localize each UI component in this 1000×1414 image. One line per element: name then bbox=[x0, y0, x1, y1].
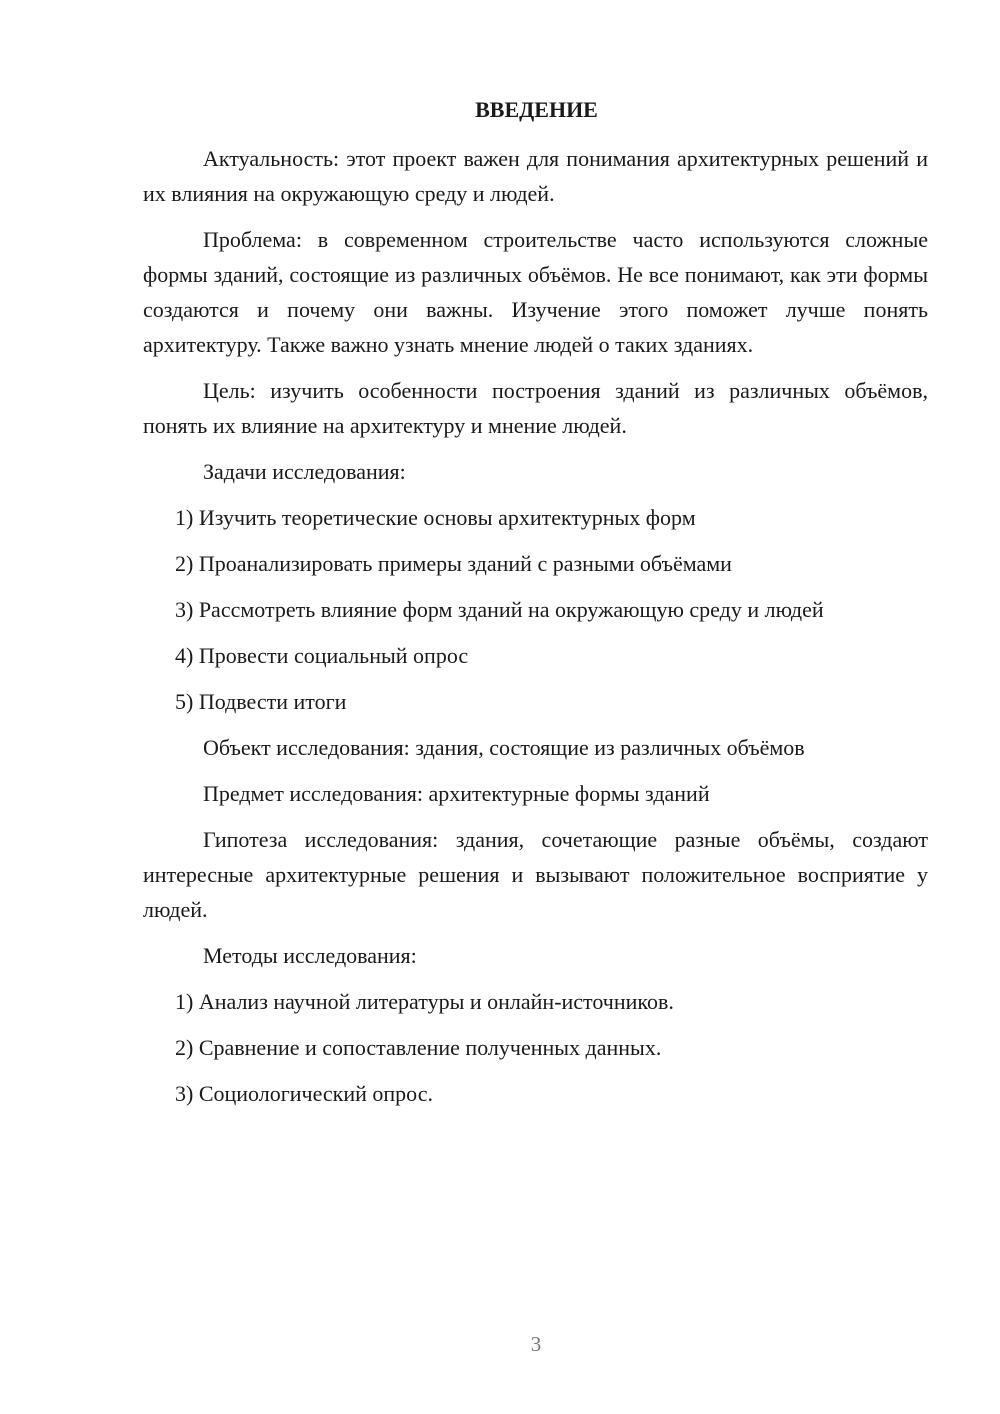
task-item: 2) Проанализировать примеры зданий с разными объёмами bbox=[175, 551, 732, 576]
tasks-list bbox=[143, 500, 928, 719]
methods-list bbox=[143, 984, 928, 1111]
section-title: ВВЕДЕНИЕ bbox=[475, 97, 598, 122]
method-item: 2) Сравнение и сопоставление полученных данных. bbox=[175, 1035, 662, 1060]
methods-heading: Методы исследования: bbox=[203, 943, 417, 968]
task-item: 4) Провести социальный опрос bbox=[175, 643, 469, 668]
hypothesis-paragraph: Гипотеза исследования: здания, сочетающие разные объёмы, создают интересные архитектурные решения и вызывают положительное восприятие у людей. bbox=[143, 827, 928, 922]
method-item: 3) Социологический опрос. bbox=[175, 1081, 433, 1106]
subject-line: Предмет исследования: архитектурные формы зданий bbox=[203, 781, 710, 806]
object-line: Объект исследования: здания, состоящие из различных объёмов bbox=[203, 735, 805, 760]
task-item: 1) Изучить теоретические основы архитектурных форм bbox=[175, 505, 696, 530]
document-body bbox=[143, 95, 928, 1122]
method-item: 1) Анализ научной литературы и онлайн-источников. bbox=[175, 989, 674, 1014]
task-item: 3) Рассмотреть влияние форм зданий на окружающую среду и людей bbox=[175, 597, 824, 622]
task-item: 5) Подвести итоги bbox=[175, 689, 347, 714]
relevance-paragraph: Актуальность: этот проект важен для понимания архитектурных решений и их влияния на окружающую среду и людей. bbox=[143, 146, 928, 206]
tasks-heading: Задачи исследования: bbox=[203, 459, 406, 484]
page-number: 3 bbox=[530, 1332, 542, 1356]
problem-paragraph: Проблема: в современном строительстве часто используются сложные формы зданий, состоящие из различных объёмов. Не все понимают, как эти формы создаются и почему они важны. Изучение этого поможет лучше понять архитектуру. Также важно узнать мнение людей о таких зданиях. bbox=[143, 227, 928, 357]
goal-paragraph: Цель: изучить особенности построения зданий из различных объёмов, понять их влияние на архитектуру и мнение людей. bbox=[143, 378, 928, 438]
